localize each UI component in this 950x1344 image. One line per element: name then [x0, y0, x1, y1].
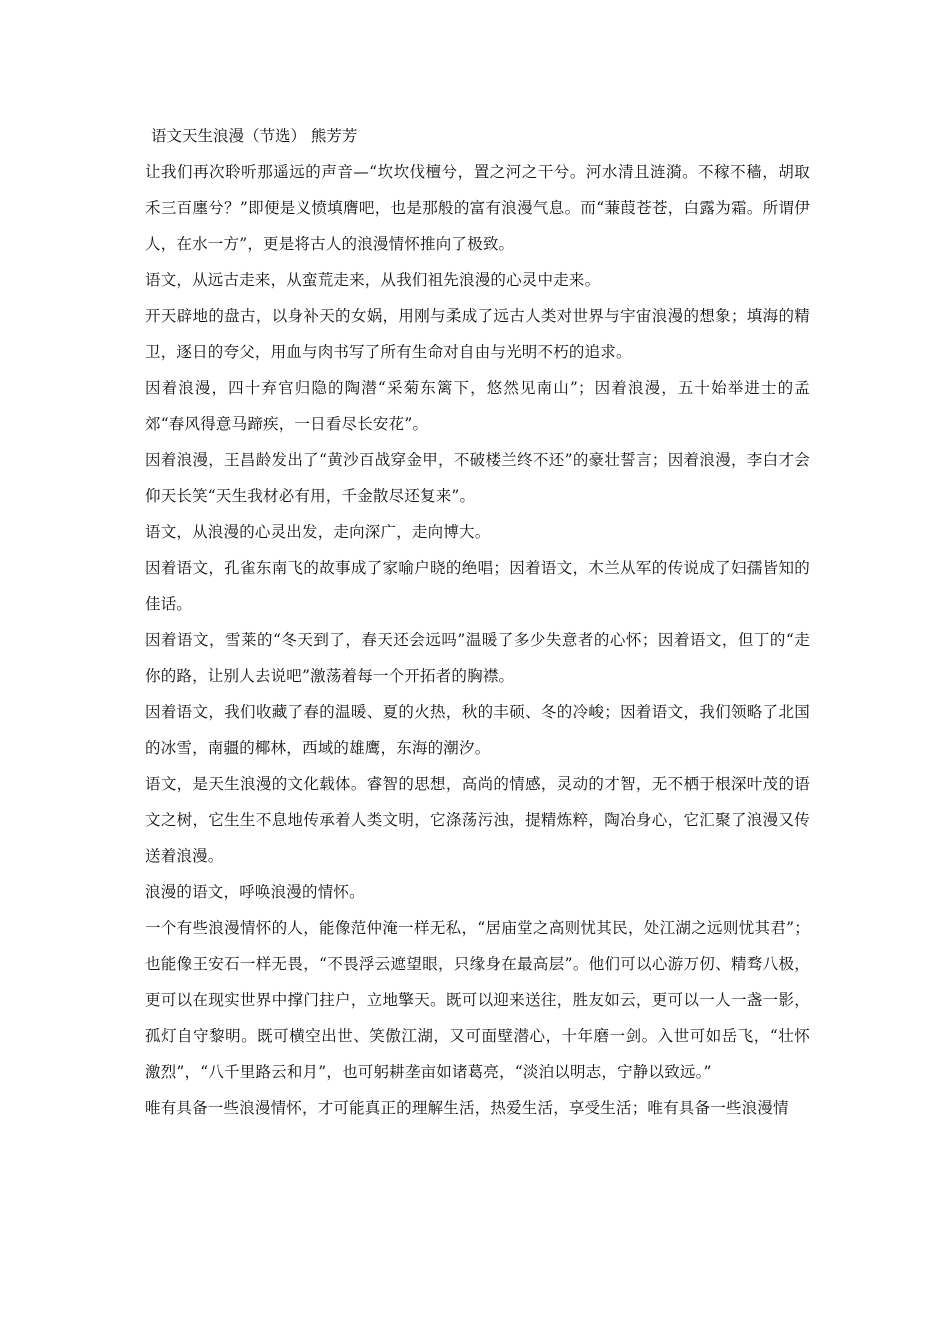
paragraph: 开天辟地的盘古，以身补天的女娲，用刚与柔成了远古人类对世界与宇宙浪漫的想象；填海的精卫，逐日的夸父，用血与肉书写了所有生命对自由与光明不朽的追求。 — [145, 307, 810, 361]
paragraph: 语文，是天生浪漫的文化载体。睿智的思想，高尚的情感，灵动的才智，无不栖于根深叶茂的语文之树，它生生不息地传承着人类文明，它涤荡污浊，提精炼粹，陶冶身心，它汇聚了浪漫又传送着浪漫。 — [145, 775, 810, 865]
paragraph: 语文，从远古走来，从蛮荒走来，从我们祖先浪漫的心灵中走来。 — [145, 271, 601, 289]
paragraph: 因着浪漫，王昌龄发出了“黄沙百战穿金甲，不破楼兰终不还”的豪壮誓言；因着浪漫，李白才会仰天长笑“天生我材必有用，千金散尽还复来”。 — [145, 451, 810, 505]
paragraph: 因着语文，我们收藏了春的温暖、夏的火热，秋的丰硕、冬的冷峻；因着语文，我们领略了北国的冰雪，南疆的椰林，西域的雄鹰，东海的潮汐。 — [145, 703, 810, 757]
article-body — [145, 118, 810, 1126]
paragraph: 语文，从浪漫的心灵出发，走向深广，走向博大。 — [145, 523, 491, 541]
paragraph: 因着语文，雪莱的“冬天到了，春天还会远吗”温暖了多少失意者的心怀；因着语文，但丁的“走你的路，让别人去说吧”激荡着每一个开拓者的胸襟。 — [145, 631, 810, 685]
paragraph: 因着语文，孔雀东南飞的故事成了家喻户晓的绝唱；因着语文，木兰从军的传说成了妇孺皆知的佳话。 — [145, 559, 810, 613]
paragraph: 浪漫的语文，呼唤浪漫的情怀。 — [145, 883, 365, 901]
paragraph: 因着浪漫，四十弃官归隐的陶潜“采菊东篱下，悠然见南山”；因着浪漫，五十始举进士的孟郊“春风得意马蹄疾，一日看尽长安花”。 — [145, 379, 810, 433]
paragraph: 让我们再次聆听那遥远的声音—“坎坎伐檀兮，置之河之干兮。河水清且涟漪。不稼不穑，胡取禾三百廛兮？”即便是义愤填膺吧，也是那般的富有浪漫气息。而“蒹葭苍苍，白露为霜。所谓伊人，在水一方”，更是将古人的浪漫情怀推向了极致。 — [145, 163, 810, 253]
article-title: 语文天生浪漫（节选） 熊芳芳 — [151, 127, 358, 145]
paragraph: 唯有具备一些浪漫情怀，才可能真正的理解生活，热爱生活，享受生活；唯有具备一些浪漫情 — [145, 1099, 789, 1117]
paragraph: 一个有些浪漫情怀的人，能像范仲淹一样无私，“居庙堂之高则忧其民，处江湖之远则忧其君”；也能像王安石一样无畏，“不畏浮云遮望眼，只缘身在最高层”。他们可以心游万仞、精骛八极，更可以在现实世界中撑门拄户，立地擎天。既可以迎来送往，胜友如云，更可以一人一盏一影，孤灯自守黎明。既可横空出世、笑傲江湖，又可面壁潜心，十年磨一剑。入世可如岳飞，“壮怀激烈”，“八千里路云和月”，也可躬耕垄亩如诸葛亮，“淡泊以明志，宁静以致远。” — [145, 919, 810, 1081]
